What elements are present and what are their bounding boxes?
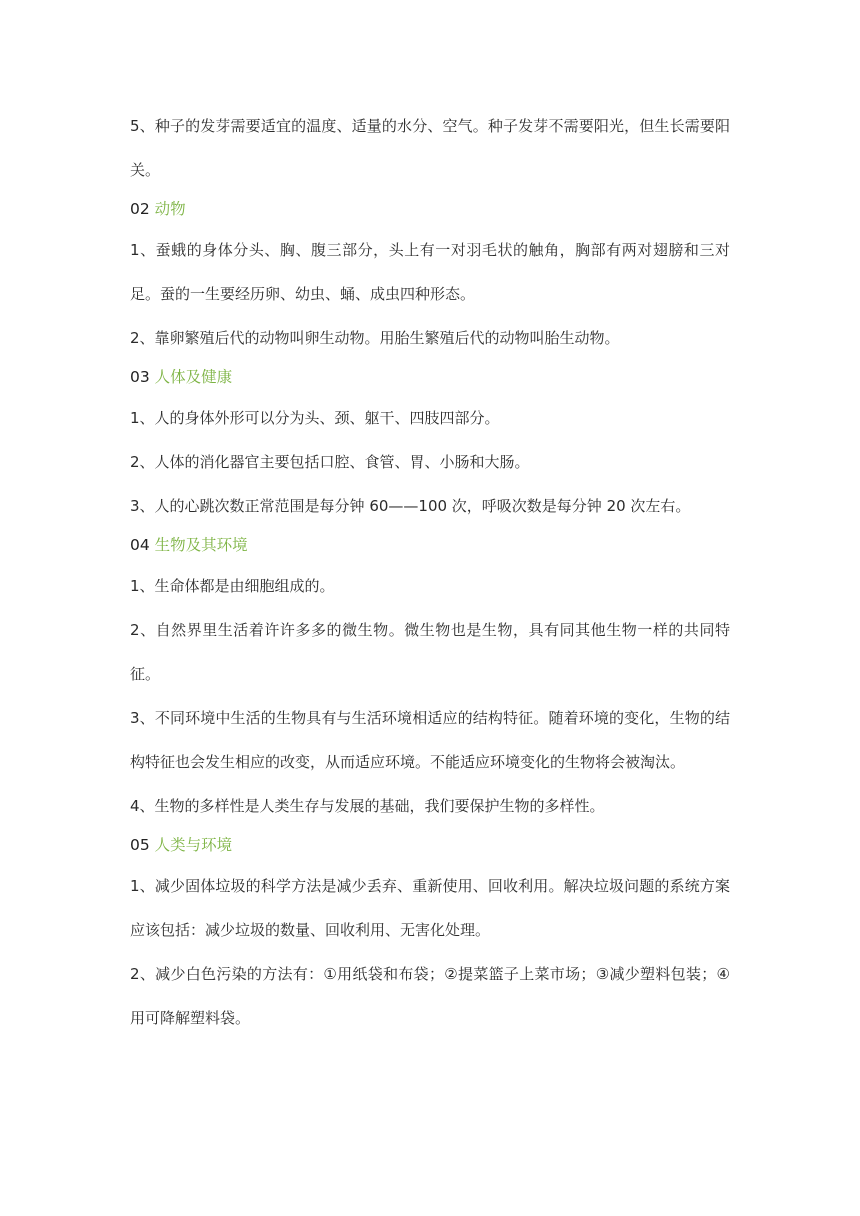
section-item: 1、人的身体外形可以分为头、颈、躯干、四肢四部分。 <box>130 409 500 427</box>
section-heading <box>130 364 730 390</box>
section-item: 4、生物的多样性是人类生存与发展的基础，我们要保护生物的多样性。 <box>130 797 605 815</box>
section-heading <box>130 832 730 858</box>
section-item: 2、自然界里生活着许许多多的微生物。微生物也是生物，具有同其他生物一样的共同特征。 <box>130 621 730 683</box>
section-animals <box>130 196 730 360</box>
section-title: 动物 <box>154 200 186 218</box>
section-item: 3、不同环境中生活的生物具有与生活环境相适应的结构特征。随着环境的变化，生物的结构特征也会发生相应的改变，从而适应环境。不能适应环境变化的生物将会被淘汰。 <box>130 709 730 771</box>
section-title: 人类与环境 <box>154 836 233 854</box>
section-number: 05 <box>130 836 150 854</box>
document-page <box>130 104 730 1040</box>
section-item: 1、生命体都是由细胞组成的。 <box>130 577 335 595</box>
section-human-health <box>130 364 730 528</box>
section-item: 2、人体的消化器官主要包括口腔、食管、胃、小肠和大肠。 <box>130 453 530 471</box>
section-heading <box>130 532 730 558</box>
section-number: 02 <box>130 200 150 218</box>
section-item: 2、靠卵繁殖后代的动物叫卵生动物。用胎生繁殖后代的动物叫胎生动物。 <box>130 329 620 347</box>
section-title: 生物及其环境 <box>154 536 248 554</box>
intro-paragraph: 5、种子的发芽需要适宜的温度、适量的水分、空气。种子发芽不需要阳光，但生长需要阳关。 <box>130 117 730 179</box>
section-item: 2、减少白色污染的方法有：①用纸袋和布袋；②提菜篮子上菜市场；③减少塑料包装；④用可降解塑料袋。 <box>130 965 730 1027</box>
section-item: 3、人的心跳次数正常范围是每分钟 60——100 次，呼吸次数是每分钟 20 次左右。 <box>130 497 691 515</box>
section-title: 人体及健康 <box>154 368 233 386</box>
section-heading <box>130 196 730 222</box>
section-organisms-environment <box>130 532 730 828</box>
section-item: 1、减少固体垃圾的科学方法是减少丢弃、重新使用、回收利用。解决垃圾问题的系统方案应该包括：减少垃圾的数量、回收利用、无害化处理。 <box>130 877 730 939</box>
section-humans-environment <box>130 832 730 1040</box>
section-item: 1、蚕蛾的身体分头、胸、腹三部分，头上有一对羽毛状的触角，胸部有两对翅膀和三对足。蚕的一生要经历卵、幼虫、蛹、成虫四种形态。 <box>130 241 730 303</box>
section-number: 04 <box>130 536 150 554</box>
section-number: 03 <box>130 368 150 386</box>
